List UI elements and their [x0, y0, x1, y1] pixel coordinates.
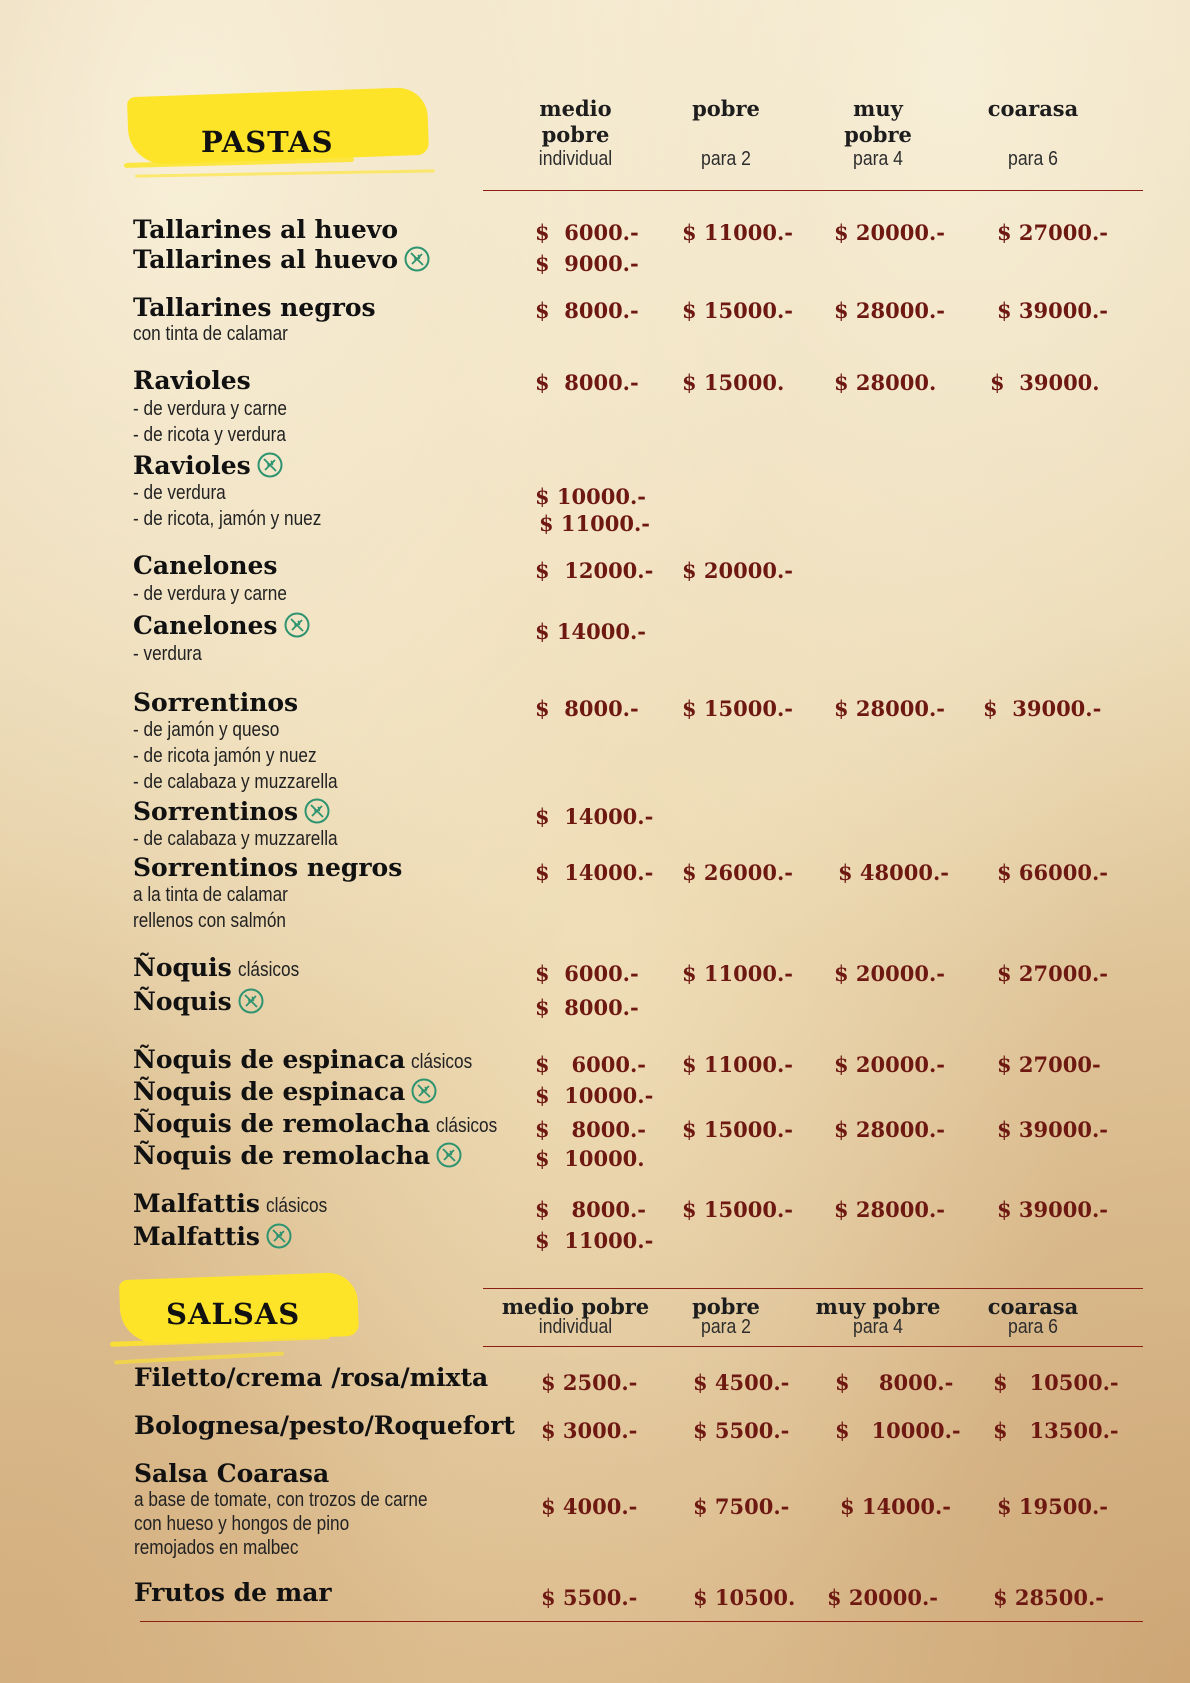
menu-item-name-gluten-free: Ñoquis de espinaca	[133, 1077, 437, 1107]
price-pobre: $ 11000.-	[682, 1052, 794, 1077]
salsas-title: SALSAS	[166, 1297, 301, 1331]
gluten-free-icon	[304, 798, 330, 824]
menu-item-name: Bolognesa/pesto/Roquefort	[134, 1411, 515, 1440]
price-medio-pobre: $ 8000.-	[535, 370, 639, 395]
pastas-col-pobre-sub: para 2	[701, 148, 751, 170]
salsas-header-rule	[483, 1346, 1143, 1347]
price-medio-pobre: $ 8000.-	[535, 1117, 647, 1142]
pastas-header-rule	[483, 190, 1143, 191]
gluten-free-icon	[257, 452, 283, 478]
price-pobre: $ 7500.-	[693, 1494, 790, 1519]
menu-item-desc: - de ricota, jamón y nuez	[133, 508, 322, 530]
price-medio-pobre: $ 6000.-	[535, 1052, 647, 1077]
price-coarasa: $ 27000.-	[997, 961, 1109, 986]
salsas-col-muy-pobre: muy pobre	[815, 1294, 941, 1319]
price-coarasa: $ 10500.-	[993, 1370, 1119, 1395]
menu-item-name: Salsa Coarasa	[134, 1459, 330, 1488]
salsas-col-coarasa-sub: para 6	[1008, 1316, 1058, 1338]
menu-item-desc: - de calabaza y muzzarella	[133, 828, 338, 850]
price-coarasa: $ 39000.-	[983, 696, 1102, 721]
gluten-free-icon	[284, 612, 310, 638]
price-medio-pobre: $ 14000.-	[535, 619, 647, 644]
menu-item-desc: - de ricota jamón y nuez	[133, 745, 317, 767]
price-pobre: $ 15000.-	[682, 1197, 794, 1222]
price-coarasa: $ 28500.-	[993, 1585, 1105, 1610]
price-medio-pobre: $ 8000.-	[535, 298, 639, 323]
menu-item-name: Tallarines al huevo	[133, 215, 398, 244]
salsas-top-rule	[483, 1288, 1143, 1289]
price-medio-pobre: $ 14000.-	[535, 860, 654, 885]
price-medio-pobre: $ 12000.-	[535, 558, 654, 583]
menu-item-name-gluten-free: Sorrentinos	[133, 797, 330, 827]
price-medio-pobre: $ 11000.-	[535, 1228, 654, 1253]
pastas-col-pobre: pobre	[692, 96, 760, 121]
price-pobre: $ 4500.-	[693, 1370, 790, 1395]
menu-item-name-gluten-free: Ravioles	[133, 451, 283, 481]
price-pobre: $ 20000.-	[682, 558, 794, 583]
price-medio-pobre: $ 8000.-	[535, 696, 639, 721]
salsas-col-pobre: pobre	[692, 1294, 760, 1319]
price-pobre: $ 15000.	[682, 370, 785, 395]
price-pobre: $ 15000.-	[682, 696, 794, 721]
price-medio-pobre: $ 4000.-	[541, 1494, 638, 1519]
price-medio-pobre: $ 3000.-	[541, 1418, 638, 1443]
price-muy-pobre: $ 20000.-	[834, 220, 946, 245]
menu-item-name: Frutos de mar	[134, 1578, 332, 1607]
price-pobre: $ 11000.-	[682, 220, 794, 245]
price-coarasa: $ 66000.-	[997, 860, 1109, 885]
pastas-col-muy-pobre: muy pobre	[844, 96, 912, 147]
menu-item-name: Ñoquis de remolacha clásicos	[133, 1109, 498, 1138]
price-coarasa: $ 27000.-	[997, 220, 1109, 245]
price-pobre: $ 10500.	[693, 1585, 796, 1610]
price-medio-pobre: $ 8000.-	[535, 1197, 647, 1222]
menu-item-name: Sorrentinos	[133, 688, 299, 717]
menu-item-tag: clásicos	[266, 1195, 328, 1217]
salsas-col-muy-pobre-sub: para 4	[853, 1316, 903, 1338]
price-medio-pobre: $ 11000.-	[539, 511, 651, 536]
price-coarasa: $ 39000.-	[997, 1117, 1109, 1142]
price-muy-pobre: $ 28000.-	[834, 1117, 946, 1142]
menu-item-name-gluten-free: Ñoquis	[133, 987, 264, 1017]
salsas-col-medio-pobre: medio pobre	[501, 1294, 650, 1319]
price-muy-pobre: $ 28000.-	[834, 696, 946, 721]
price-muy-pobre: $ 28000.	[834, 370, 937, 395]
price-medio-pobre: $ 14000.-	[535, 804, 654, 829]
price-muy-pobre: $ 20000.-	[834, 1052, 946, 1077]
menu-item-desc: con tinta de calamar	[133, 323, 288, 345]
price-medio-pobre: $ 8000.-	[535, 995, 639, 1020]
pastas-title: PASTAS	[201, 125, 334, 159]
menu-item-tag: clásicos	[411, 1051, 473, 1073]
menu-item-desc: - de jamón y queso	[133, 719, 280, 741]
price-muy-pobre: $ 48000.-	[838, 860, 950, 885]
gluten-free-icon	[404, 246, 430, 272]
gluten-free-icon	[266, 1223, 292, 1249]
menu-item-desc: - de verdura y carne	[133, 583, 287, 605]
price-medio-pobre: $ 10000.-	[535, 1083, 654, 1108]
salsas-bottom-rule	[140, 1621, 1143, 1622]
menu-item-name: Sorrentinos negros	[133, 853, 403, 882]
price-coarasa: $ 27000-	[997, 1052, 1101, 1077]
menu-item-desc: con hueso y hongos de pino	[134, 1513, 350, 1535]
pastas-col-medio-pobre: medio pobre	[539, 96, 612, 147]
price-medio-pobre: $ 9000.-	[535, 251, 639, 276]
menu-item-name-gluten-free: Canelones	[133, 611, 310, 641]
price-muy-pobre: $ 28000.-	[834, 1197, 946, 1222]
price-pobre: $ 26000.-	[682, 860, 794, 885]
menu-item-desc: - de verdura	[133, 482, 226, 504]
salsas-col-coarasa: coarasa	[987, 1294, 1079, 1319]
salsas-col-medio-pobre-sub: individual	[538, 1316, 613, 1338]
salsas-col-pobre-sub: para 2	[701, 1316, 751, 1338]
pastas-col-coarasa-sub: para 6	[1008, 148, 1058, 170]
menu-item-name: Canelones	[133, 551, 278, 580]
gluten-free-icon	[238, 988, 264, 1014]
menu-item-name-gluten-free: Ñoquis de remolacha	[133, 1141, 462, 1171]
menu-item-desc: remojados en malbec	[134, 1537, 299, 1559]
menu-item-desc: rellenos con salmón	[133, 910, 286, 932]
pastas-col-muy-pobre-sub: para 4	[853, 148, 903, 170]
price-medio-pobre: $ 10000.	[535, 1146, 645, 1171]
menu-item-name-gluten-free: Malfattis	[133, 1222, 292, 1252]
price-coarasa: $ 39000.	[990, 370, 1100, 395]
price-coarasa: $ 19500.-	[997, 1494, 1109, 1519]
price-coarasa: $ 39000.-	[997, 1197, 1109, 1222]
menu-item-name-gluten-free: Tallarines al huevo	[133, 245, 430, 275]
price-medio-pobre: $ 2500.-	[541, 1370, 638, 1395]
menu-item-desc: - de verdura y carne	[133, 398, 287, 420]
price-medio-pobre: $ 6000.-	[535, 220, 639, 245]
menu-item-desc: - de ricota y verdura	[133, 424, 286, 446]
gluten-free-icon	[411, 1078, 437, 1104]
price-muy-pobre: $ 20000.-	[827, 1585, 939, 1610]
price-pobre: $ 15000.-	[682, 298, 794, 323]
price-coarasa: $ 39000.-	[997, 298, 1109, 323]
highlight-streak	[135, 169, 435, 177]
gluten-free-icon	[436, 1142, 462, 1168]
price-coarasa: $ 13500.-	[993, 1418, 1119, 1443]
menu-item-name: Malfattis clásicos	[133, 1189, 328, 1218]
menu-item-desc: a la tinta de calamar	[133, 884, 288, 906]
price-medio-pobre: $ 10000.-	[535, 484, 647, 509]
price-medio-pobre: $ 6000.-	[535, 961, 639, 986]
menu-item-name: Filetto/crema /rosa/mixta	[134, 1363, 489, 1392]
price-muy-pobre: $ 28000.-	[834, 298, 946, 323]
pastas-col-coarasa: coarasa	[987, 96, 1079, 121]
menu-item-desc: - verdura	[133, 643, 202, 665]
pastas-col-medio-pobre-sub: individual	[538, 148, 613, 170]
menu-item-desc: a base de tomate, con trozos de carne	[134, 1489, 428, 1511]
menu-item-tag: clásicos	[436, 1115, 498, 1137]
price-pobre: $ 11000.-	[682, 961, 794, 986]
price-muy-pobre: $ 10000.-	[835, 1418, 961, 1443]
menu-item-name: Ñoquis clásicos	[133, 953, 299, 982]
price-muy-pobre: $ 20000.-	[834, 961, 946, 986]
price-medio-pobre: $ 5500.-	[541, 1585, 638, 1610]
price-pobre: $ 5500.-	[693, 1418, 790, 1443]
menu-item-name: Ravioles	[133, 366, 251, 395]
price-muy-pobre: $ 14000.-	[840, 1494, 952, 1519]
menu-item-name: Tallarines negros	[133, 293, 376, 322]
menu-item-name: Ñoquis de espinaca clásicos	[133, 1045, 473, 1074]
menu-item-tag: clásicos	[237, 959, 299, 981]
menu-item-desc: - de calabaza y muzzarella	[133, 771, 338, 793]
price-muy-pobre: $ 8000.-	[835, 1370, 954, 1395]
price-pobre: $ 15000.-	[682, 1117, 794, 1142]
